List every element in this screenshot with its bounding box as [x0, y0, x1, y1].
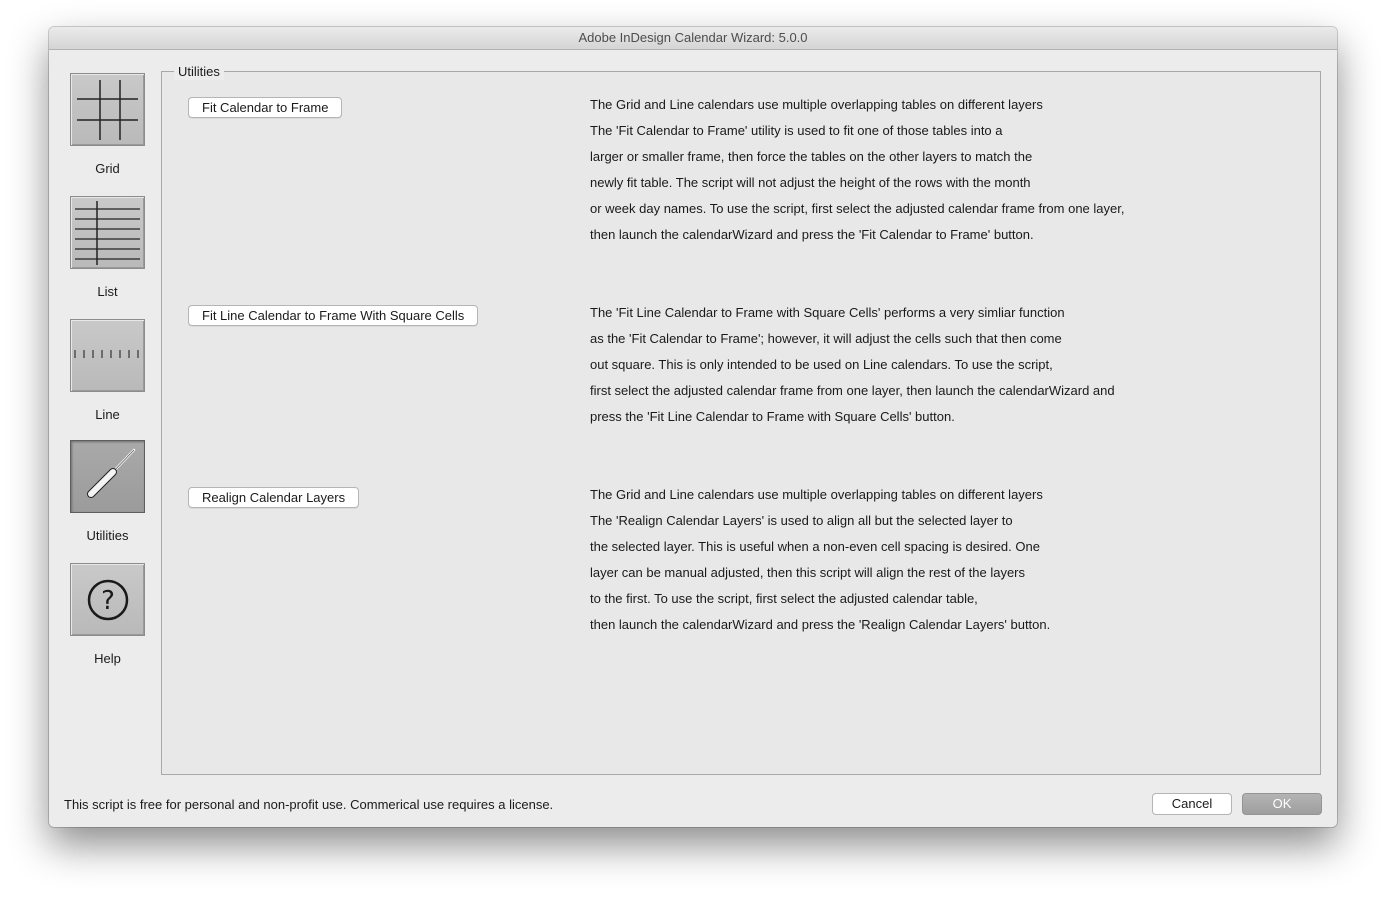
description-line: then launch the calendarWizard and press the 'Fit Calendar to Frame' button.	[590, 227, 1034, 242]
sidebar-item-label: Help	[94, 651, 121, 666]
fit-line-calendar-square-cells-button[interactable]: Fit Line Calendar to Frame With Square Cells	[188, 305, 478, 326]
cancel-button[interactable]: Cancel	[1152, 793, 1232, 815]
description-line: newly fit table. The script will not adjust the height of the rows with the month	[590, 175, 1031, 190]
description-line: layer can be manual adjusted, then this script will align the rest of the layers	[590, 565, 1026, 580]
sidebar-item-utilities[interactable]	[70, 440, 145, 543]
ok-button[interactable]: OK	[1242, 793, 1322, 815]
description-line: or week day names. To use the script, first select the adjusted calendar frame from one layer,	[590, 201, 1125, 216]
description-line: first select the adjusted calendar frame from one layer, then launch the calendarWizard and	[590, 383, 1115, 398]
sidebar-item-line[interactable]	[70, 319, 145, 422]
fit-calendar-description	[590, 92, 1124, 248]
utilities-tile[interactable]	[70, 440, 145, 513]
description-line: to the first. To use the script, first select the adjusted calendar table,	[590, 591, 978, 606]
question-mark-icon	[71, 564, 144, 635]
description-line: The Grid and Line calendars use multiple overlapping tables on different layers	[590, 97, 1043, 112]
description-line: The 'Realign Calendar Layers' is used to align all but the selected layer to	[590, 513, 1013, 528]
realign-calendar-layers-button[interactable]: Realign Calendar Layers	[188, 487, 359, 508]
fit-calendar-to-frame-button[interactable]: Fit Calendar to Frame	[188, 97, 342, 118]
grid-tile[interactable]	[70, 73, 145, 146]
description-line: then launch the calendarWizard and press the 'Realign Calendar Layers' button.	[590, 617, 1051, 632]
screwdriver-icon	[71, 441, 144, 512]
calendar-wizard-window	[49, 27, 1337, 827]
sidebar-item-help[interactable]	[70, 563, 145, 666]
description-line: press the 'Fit Line Calendar to Frame with Square Cells' button.	[590, 409, 955, 424]
description-line: The 'Fit Calendar to Frame' utility is used to fit one of those tables into a	[590, 123, 1003, 138]
window-title: Adobe InDesign Calendar Wizard: 5.0.0	[49, 27, 1337, 50]
sidebar-item-list[interactable]	[70, 196, 145, 299]
line-tile[interactable]	[70, 319, 145, 392]
line-icon	[71, 320, 144, 391]
sidebar-item-grid[interactable]	[70, 73, 145, 176]
description-line: out square. This is only intended to be used on Line calendars. To use the script,	[590, 357, 1053, 372]
utilities-group-title: Utilities	[174, 64, 224, 80]
description-line: The 'Fit Line Calendar to Frame with Square Cells' performs a very simliar function	[590, 305, 1065, 320]
sidebar-item-label: List	[97, 284, 118, 299]
list-icon	[71, 197, 144, 268]
sidebar-item-label: Utilities	[86, 528, 129, 543]
sidebar-item-label: Grid	[95, 161, 120, 176]
grid-icon	[71, 74, 144, 145]
fit-line-calendar-description	[590, 300, 1115, 430]
description-line: the selected layer. This is useful when a non-even cell spacing is desired. One	[590, 539, 1040, 554]
svg-text:?: ?	[101, 586, 115, 616]
license-notice: This script is free for personal and non-profit use. Commerical use requires a license.	[64, 797, 554, 812]
description-line: as the 'Fit Calendar to Frame'; however, it will adjust the cells such that then come	[590, 331, 1062, 346]
description-line: larger or smaller frame, then force the tables on the other layers to match the	[590, 149, 1033, 164]
realign-layers-description	[590, 482, 1050, 638]
description-line: The Grid and Line calendars use multiple overlapping tables on different layers	[590, 487, 1043, 502]
help-tile[interactable]	[70, 563, 145, 636]
list-tile[interactable]	[70, 196, 145, 269]
sidebar-item-label: Line	[95, 407, 120, 422]
